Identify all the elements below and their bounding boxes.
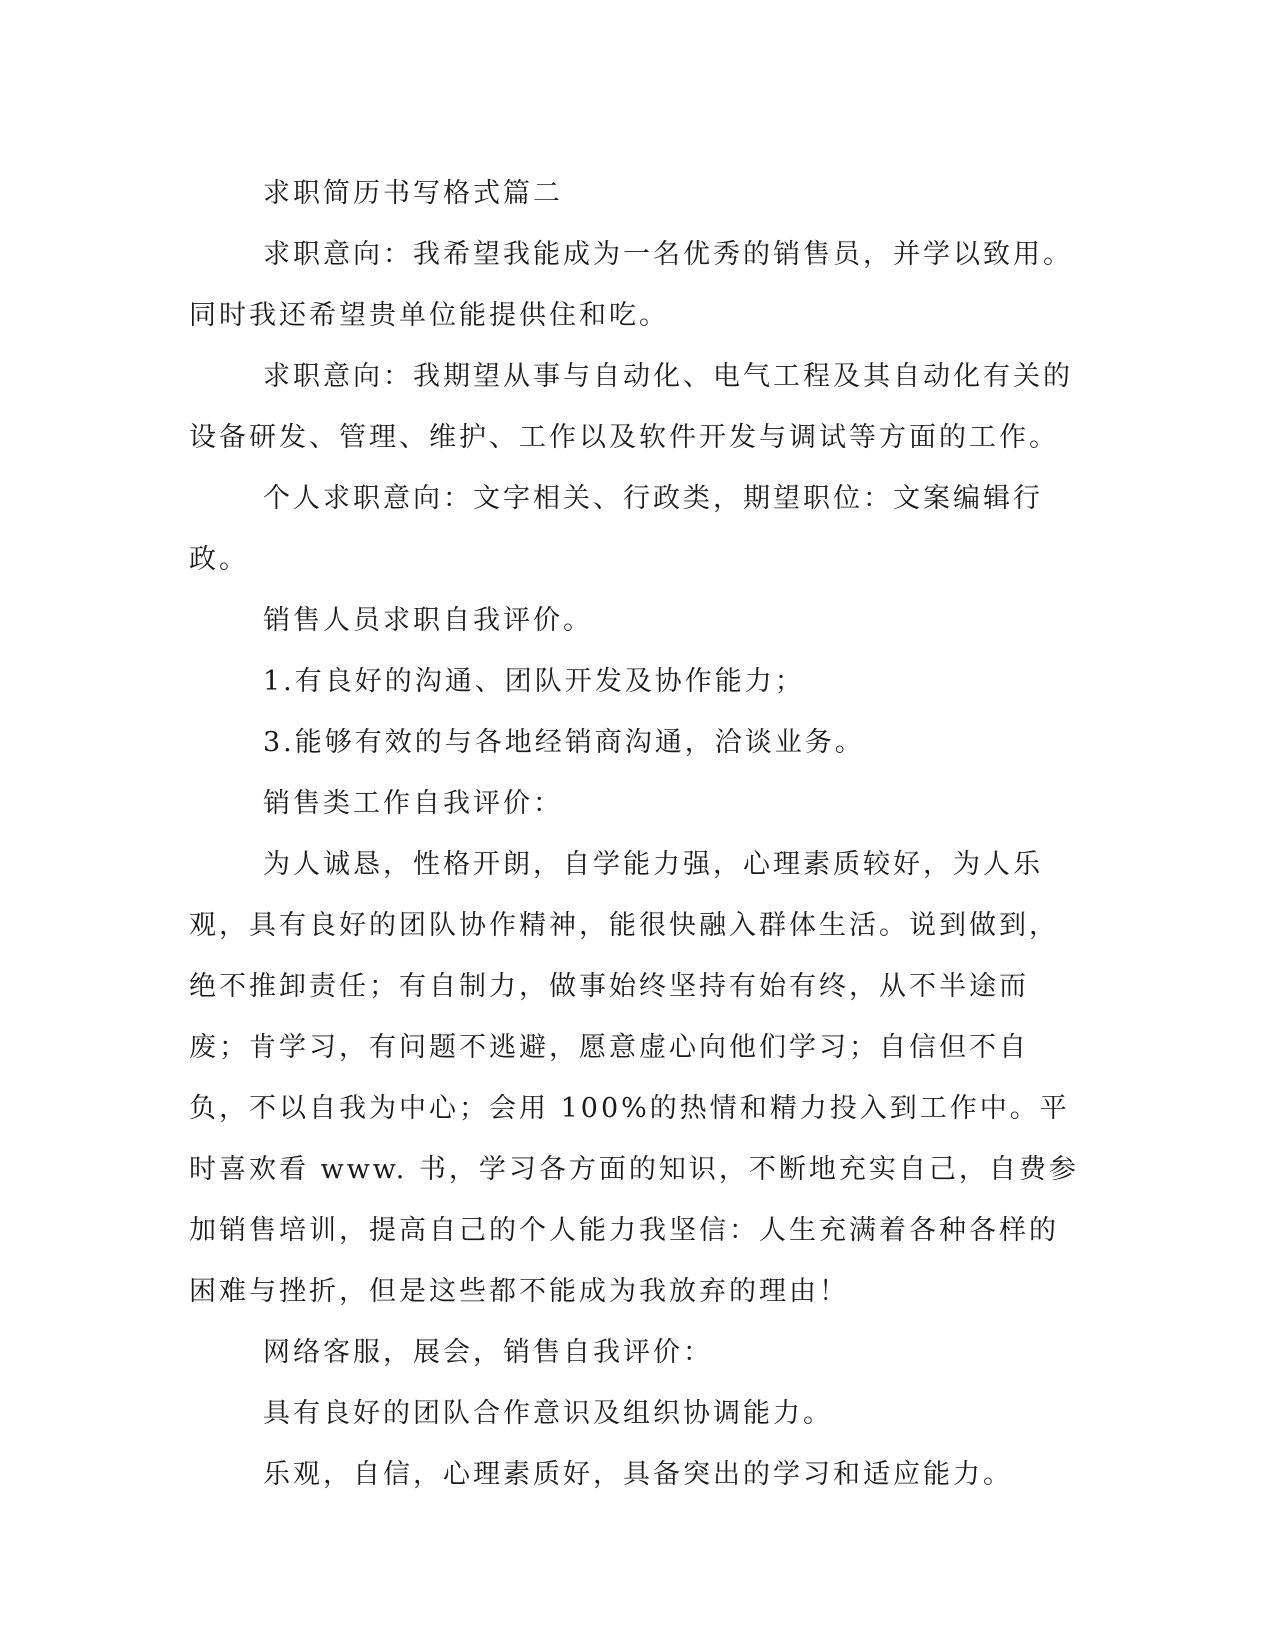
paragraph-list-item-3: 3.能够有效的与各地经销商沟通，洽谈业务。: [263, 727, 865, 758]
paragraph-personal-job-intention: 个人求职意向：文字相关、行政类，期望职位：文案编辑行政。: [189, 483, 1043, 575]
paragraph-sales-self-evaluation-heading: 销售人员求职自我评价。: [263, 605, 593, 636]
paragraph-job-intention-sales: 求职意向：我希望我能成为一名优秀的销售员，并学以致用。同时我还希望贵单位能提供住和吃。: [189, 239, 1073, 331]
paragraph-online-service-heading: 网络客服，展会，销售自我评价：: [263, 1337, 713, 1368]
paragraph-sales-work-evaluation-heading: 销售类工作自我评价：: [263, 788, 563, 819]
paragraph-job-intention-automation: 求职意向：我期望从事与自动化、电气工程及其自动化有关的设备研发、管理、维护、工作以及软件开发与调试等方面的工作。: [189, 361, 1073, 453]
paragraph-list-item-1: 1.有良好的沟通、团队开发及协作能力；: [263, 666, 805, 697]
document-heading: 求职简历书写格式篇二: [263, 178, 563, 209]
paragraph-teamwork: 具有良好的团队合作意识及组织协调能力。: [263, 1398, 833, 1429]
paragraph-optimism: 乐观，自信，心理素质好，具备突出的学习和适应能力。: [263, 1459, 1013, 1490]
paragraph-sales-work-evaluation-body: 为人诚恳，性格开朗，自学能力强，心理素质较好，为人乐观，具有良好的团队协作精神，能很快融入群体生活。说到做到，绝不推卸责任；有自制力，做事始终坚持有始有终，从不半途而废；肯学习，有问题不逃避，愿意虚心向他们学习；自信但不自负，不以自我为中心；会用 100%的热情和精力投入到工作中。平时喜欢看 www. 书，学习各方面的知识，不断地充实自己，自费参加销售培训，提高自己的个人能力我坚信：人生充满着各种各样的困难与挫折，但是这些都不能成为我放弃的理由！: [189, 849, 1079, 1307]
document-body: [189, 163, 1079, 1505]
